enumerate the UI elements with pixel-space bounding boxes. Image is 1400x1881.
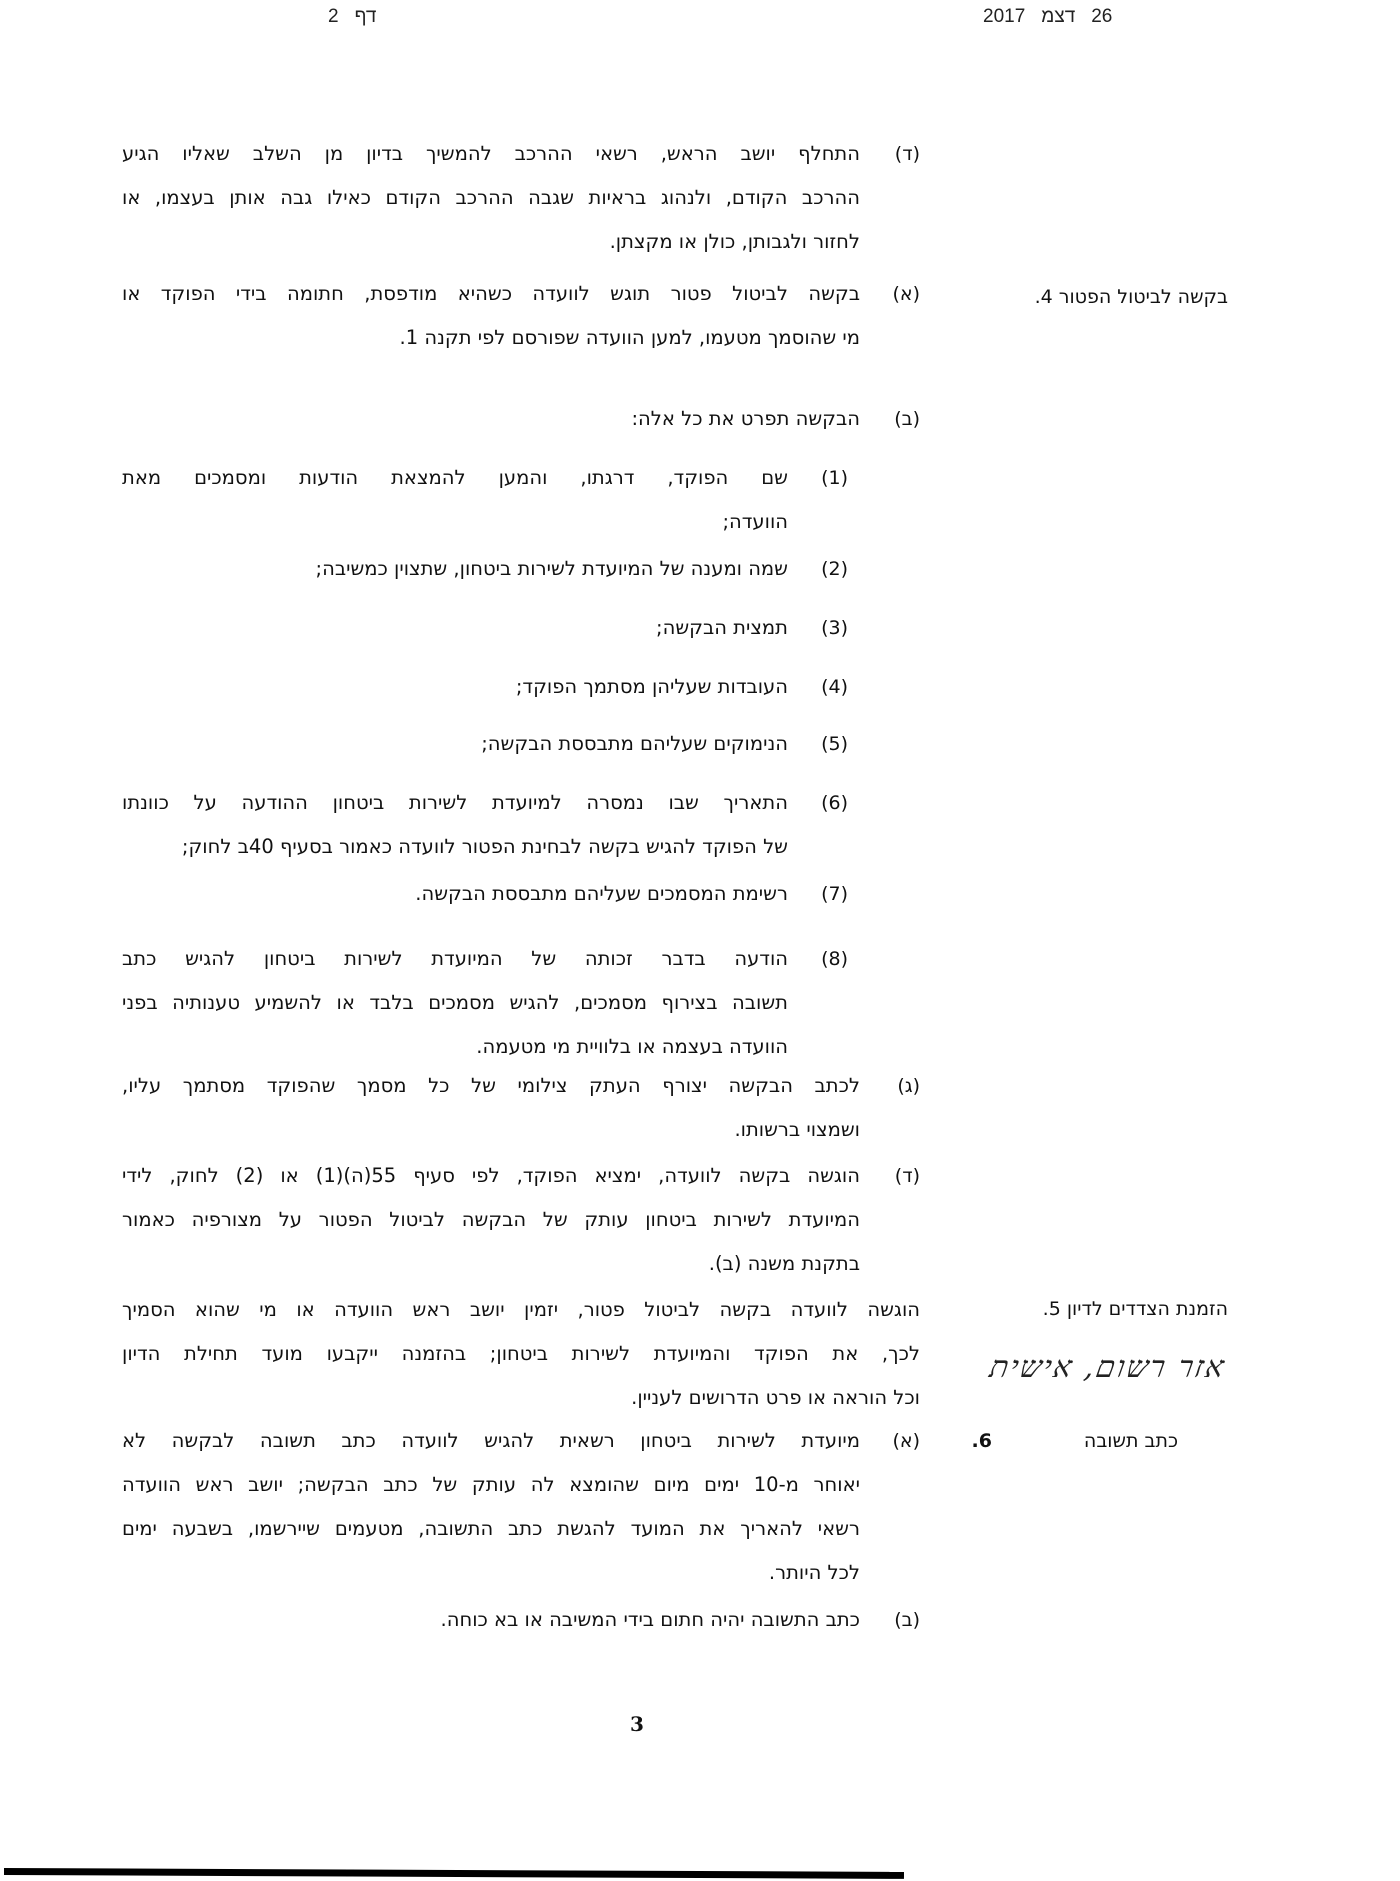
text-line: רשאי להאריך את המועד להגשת כתב התשובה, מטעמים שיירשמו, בשבעה ימים	[122, 1517, 860, 1540]
text-line: שם הפוקד, דרגתו, והמען להמצאת הודעות ומסמכים מאת	[122, 466, 788, 489]
item-4-text	[122, 665, 788, 709]
section-6-margin-title: כתב תשובה	[1083, 1430, 1178, 1452]
fax-header-page	[320, 6, 384, 28]
item-3-text	[122, 606, 788, 650]
section-5-text	[122, 1288, 920, 1420]
text-line: שמה ומענה של המיועדת לשירות ביטחון, שתצוין כמשיבה;	[315, 557, 788, 580]
text-line: הבקשה תפרט את כל אלה:	[631, 407, 860, 430]
item-1-marker: (1)	[821, 467, 848, 489]
text-line: המיועדת לשירות ביטחון עותק של הבקשה לביטול הפטור על מצורפיה כאמור	[122, 1208, 860, 1231]
text-line: הוועדה בעצמה או בלוויית מי מטעמה.	[476, 1035, 788, 1058]
section-6a-text	[122, 1419, 860, 1595]
item-8-text	[122, 937, 788, 1069]
text-line: כתב התשובה יהיה חתום בידי המשיבה או בא כוחה.	[440, 1608, 860, 1631]
text-line: לכתב הבקשה יצורף העתק צילומי של כל מסמך שהפוקד מסתמך עליו,	[122, 1074, 860, 1097]
text-line: יאוחר מ-10 ימים מיום שהומצא לה עותק של כתב הבקשה; יושב ראש הוועדה	[122, 1473, 860, 1496]
section-4b-intro	[122, 397, 860, 441]
item-7-marker: (7)	[821, 883, 848, 905]
item-3-marker: (3)	[821, 617, 848, 639]
text-line: בקשה לביטול פטור תוגש לוועדה כשהיא מודפסת, חתומה בידי הפוקד או	[122, 282, 860, 305]
text-line: וכל הוראה או פרט הדרושים לעניין.	[631, 1386, 920, 1409]
item-2-marker: (2)	[821, 558, 848, 580]
text-line: בתקנת משנה (ב).	[708, 1252, 860, 1275]
text-line: מיועדת לשירות ביטחון רשאית להגיש לוועדה כתב תשובה לבקשה לא	[122, 1429, 860, 1452]
item-5-text	[122, 722, 788, 766]
section-6b-marker: (ב)	[894, 1609, 920, 1631]
item-4-marker: (4)	[821, 676, 848, 698]
text-line: לחזור ולגבותן, כולן או מקצתן.	[609, 230, 860, 253]
text-line: מי שהוסמך מטעמו, למען הוועדה שפורסם לפי תקנה 1.	[399, 326, 860, 349]
text-line: רשימת המסמכים שעליהם מתבססת הבקשה.	[415, 882, 788, 905]
margin-title-text: בקשה לביטול הפטור	[1058, 286, 1228, 308]
section-4c-text	[122, 1064, 860, 1152]
page-number: 3	[630, 1712, 644, 1736]
scan-edge-rule	[4, 1868, 904, 1879]
text-line: של הפוקד להגיש בקשה לבחינת הפטור לוועדה כאמור בסעיף 40ב לחוק;	[181, 835, 788, 858]
section-4d-text	[122, 1154, 860, 1286]
section-4-margin-title	[1035, 286, 1228, 308]
text-line: ושמצוי ברשותו.	[734, 1118, 860, 1141]
item-1-text	[122, 456, 788, 544]
text-line: לכך, את הפוקד והמיועדת לשירות ביטחון; בהזמנה ייקבעו מועד תחילת הדיון	[122, 1342, 920, 1365]
text-line: תשובה בצירוף מסמכים, להגיש מסמכים בלבד או להשמיע טענותיה בפני	[122, 991, 788, 1014]
section-6b-text	[122, 1598, 860, 1642]
text-line: הוגשה בקשה לוועדה, ימציא הפוקד, לפי סעיף 55(ה)(1) או (2) לחוק, לידי	[122, 1164, 860, 1187]
item-6-marker: (6)	[821, 792, 848, 814]
text-line: לכל היותר.	[768, 1561, 860, 1584]
text-line: הוועדה;	[722, 510, 788, 533]
text-line: התחלף יושב הראש, רשאי ההרכב להמשיך בדיון מן השלב שאליו הגיע	[122, 142, 860, 165]
item-7-text	[122, 872, 788, 916]
text-line: תמצית הבקשה;	[656, 616, 788, 639]
item-2-text	[122, 547, 788, 591]
item-8-marker: (8)	[821, 948, 848, 970]
section-number: 4.	[1034, 286, 1053, 308]
header-page-label: דף	[354, 6, 377, 27]
text-line: ההרכב הקודם, ולנהוג בראיות שגבה ההרכב הקודם כאילו גבה אותן בעצמו, או	[122, 186, 860, 209]
item-6-text	[122, 781, 788, 869]
section-3d-marker: (ד)	[894, 143, 920, 165]
section-4d-marker: (ד)	[894, 1165, 920, 1187]
section-6-number: 6.	[971, 1430, 992, 1452]
header-page-value: 2	[328, 6, 339, 27]
fax-header-date	[975, 6, 1120, 28]
text-line: הודעה בדבר זכותה של המיועדת לשירות ביטחון להגיש כתב	[122, 947, 788, 970]
section-4c-marker: (ג)	[897, 1075, 920, 1097]
section-4a-text	[122, 272, 860, 360]
text-line: הנימוקים שעליהם מתבססת הבקשה;	[481, 732, 788, 755]
text-line: העובדות שעליהן מסתמך הפוקד;	[515, 675, 788, 698]
header-day: 26	[1091, 6, 1113, 27]
section-number: 5.	[1042, 1298, 1061, 1320]
handwritten-note: אזר רשום, אישית	[986, 1350, 1229, 1385]
section-6a-marker: (א)	[892, 1430, 920, 1452]
section-4a-marker: (א)	[892, 283, 920, 305]
section-3d-text	[122, 132, 860, 264]
section-4b-marker: (ב)	[894, 408, 920, 430]
margin-title-text: הזמנת הצדדים לדיון	[1066, 1298, 1228, 1320]
section-5-margin-title	[1043, 1298, 1228, 1320]
header-month: דצמ	[1041, 6, 1076, 27]
text-line: הוגשה לוועדה בקשה לביטול פטור, יזמין יושב ראש הוועדה או מי שהוא הסמיך	[122, 1298, 920, 1321]
item-5-marker: (5)	[821, 733, 848, 755]
text-line: התאריך שבו נמסרה למיועדת לשירות ביטחון ההודעה על כוונתו	[122, 791, 788, 814]
header-year: 2017	[983, 6, 1026, 27]
